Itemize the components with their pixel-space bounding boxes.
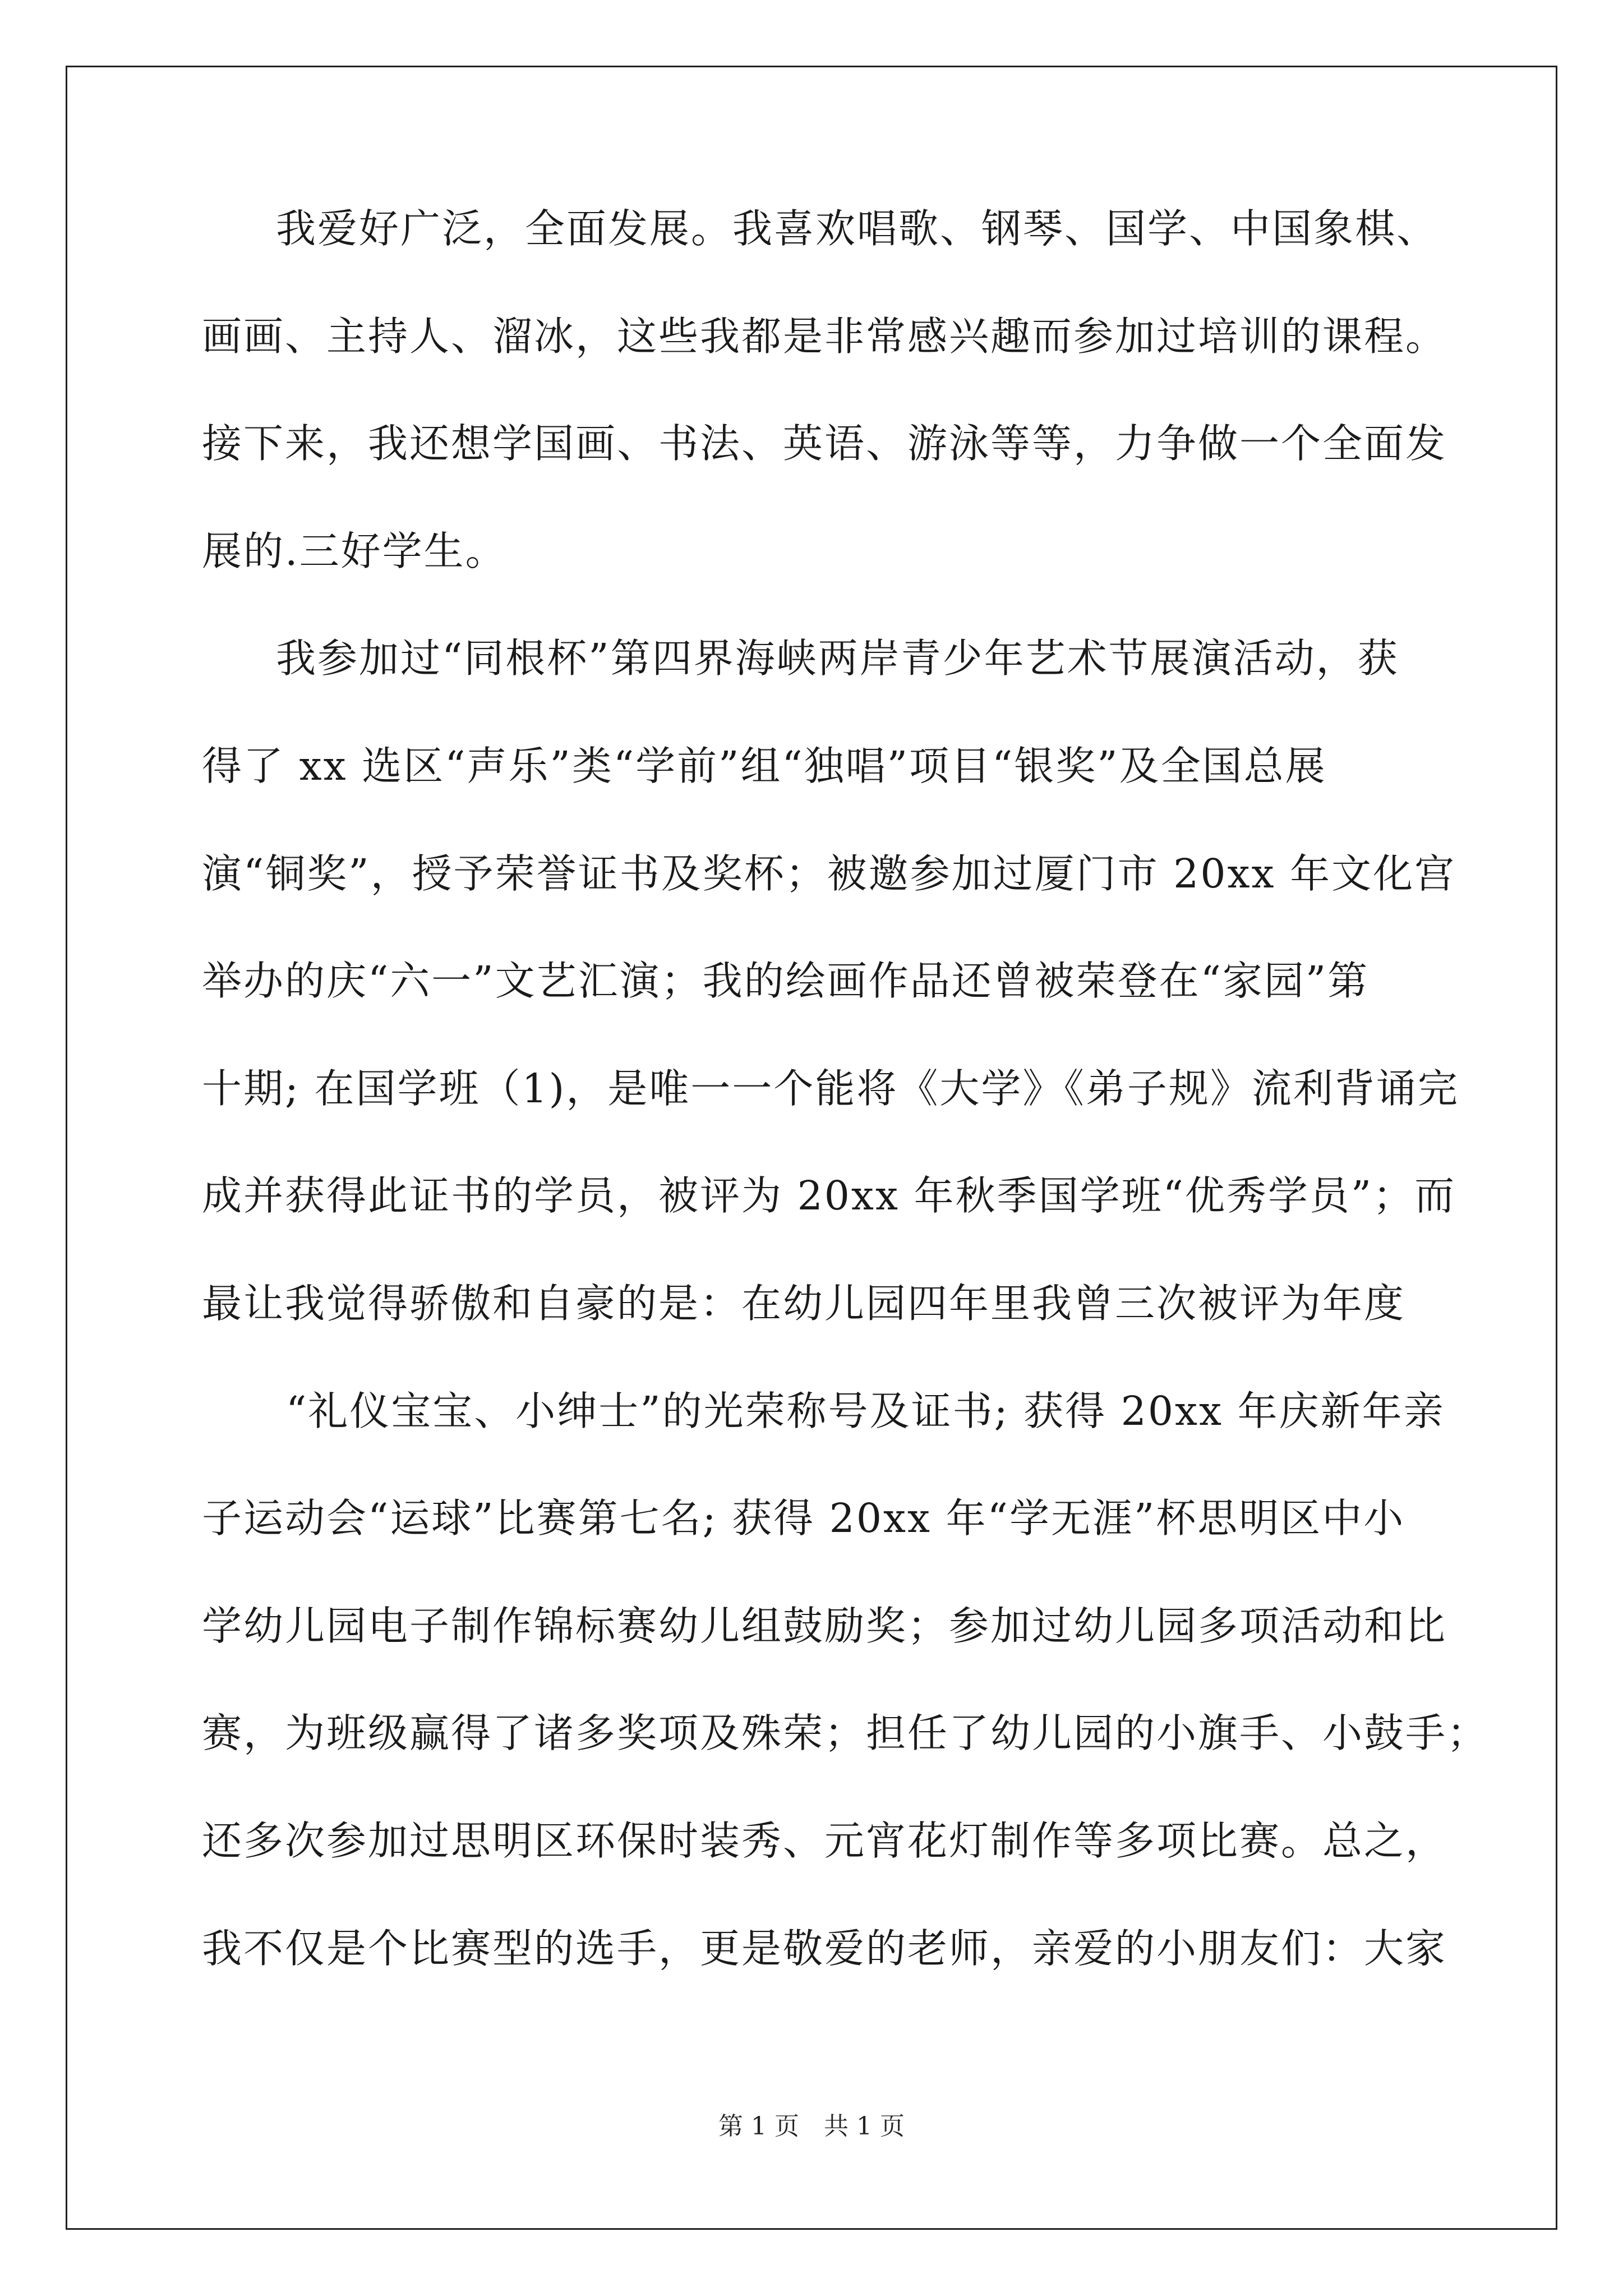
paragraph-2-line-3: 演“铜奖”，授予荣誉证书及奖杯；被邀参加过厦门市 20xx 年文化宫 [202, 850, 1456, 897]
page-number-footer: 第 1 页 共 1 页 [718, 2112, 905, 2141]
paragraph-1-line-3: 接下来，我还想学国画、书法、英语、游泳等等，力争做一个全面发 [202, 420, 1447, 467]
paragraph-3-line-4: 赛，为班级赢得了诸多奖项及殊荣；担任了幼儿园的小旗手、小鼓手； [202, 1710, 1489, 1757]
paragraph-3-line-3: 学幼儿园电子制作锦标赛幼儿组鼓励奖；参加过幼儿园多项活动和比 [202, 1602, 1447, 1649]
paragraph-1-line-2: 画画、主持人、溜冰，这些我都是非常感兴趣而参加过培训的课程。 [202, 312, 1447, 360]
paragraph-2-line-4: 举办的庆“六一”文艺汇演；我的绘画作品还曾被荣登在“家园”第 [202, 958, 1370, 1005]
paragraph-3-line-5: 还多次参加过思明区环保时装秀、元宵花灯制作等多项比赛。总之， [202, 1817, 1447, 1864]
paragraph-2-line-5: 十期; 在国学班（1)，是唯一一个能将《大学》《弟子规》流利背诵完 [202, 1065, 1459, 1112]
document-body [202, 205, 1489, 2033]
paragraph-1-line-1: 我爱好广泛，全面发展。我喜欢唱歌、钢琴、国学、中国象棋、 [276, 205, 1438, 252]
paragraph-1-line-4: 展的.三好学生。 [202, 527, 507, 574]
paragraph-3-line-6: 我不仅是个比赛型的选手，更是敬爱的老师，亲爱的小朋友们：大家 [202, 1925, 1447, 1972]
paragraph-2-line-7: 最让我觉得骄傲和自豪的是：在幼儿园四年里我曾三次被评为年度 [202, 1280, 1406, 1327]
paragraph-3-line-2: 子运动会“运球”比赛第七名; 获得 20xx 年“学无涯”杯思明区中小 [202, 1495, 1405, 1542]
paragraph-3-line-1: “礼仪宝宝、小绅士”的光荣称号及证书; 获得 20xx 年庆新年亲 [286, 1387, 1445, 1434]
paragraph-2-line-6: 成并获得此证书的学员，被评为 20xx 年秋季国学班“优秀学员”；而 [202, 1172, 1456, 1220]
paragraph-2-line-1: 我参加过“同根杯”第四界海峡两岸青少年艺术节展演活动，获 [276, 635, 1399, 682]
paragraph-2-line-2: 得了 xx 选区“声乐”类“学前”组“独唱”项目“银奖”及全国总展 [202, 742, 1327, 789]
